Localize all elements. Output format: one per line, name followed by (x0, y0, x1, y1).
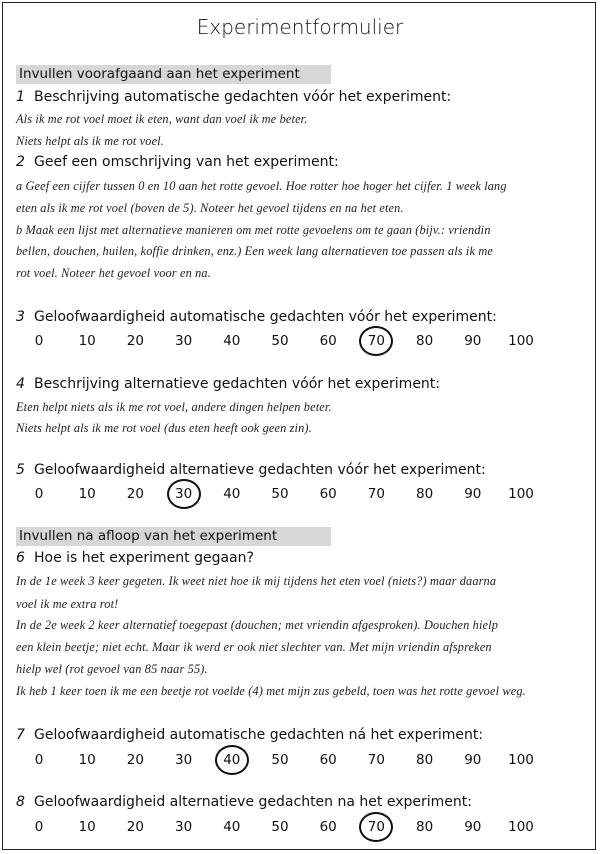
question-label: Geloofwaardigheid automatische gedachten vóór het experiment: (34, 309, 497, 325)
circled-answer-mark (359, 326, 393, 356)
question-8 (16, 794, 472, 810)
scale-value-100: 100 (508, 333, 534, 349)
scale-value-50: 50 (271, 819, 289, 835)
scale-value-50: 50 (271, 486, 289, 502)
scale-value-10: 10 (78, 752, 96, 768)
scale-value-40: 40 (223, 486, 241, 502)
scale-value-30: 30 (175, 819, 193, 835)
scale-value-70: 70 (367, 819, 385, 835)
question-label: Geloofwaardigheid alternatieve gedachten vóór het experiment: (34, 462, 486, 478)
question-number: 5 (16, 462, 25, 478)
scale-value-20: 20 (126, 752, 144, 768)
scale-value-100: 100 (508, 486, 534, 502)
rating-scale-q5 (34, 486, 557, 504)
scale-value-90: 90 (464, 333, 482, 349)
scale-value-0: 0 (34, 752, 44, 768)
question-number: 1 (16, 89, 25, 105)
answer-line: Niets helpt als ik me rot voel. (16, 134, 164, 148)
scale-value-40: 40 (223, 819, 241, 835)
scale-value-20: 20 (126, 333, 144, 349)
answer-line: b Maak een lijst met alternatieve manieren om met rotte gevoelens om te gaan (bijv.: vriendin (16, 223, 491, 237)
scale-value-80: 80 (416, 819, 434, 835)
scale-value-90: 90 (464, 486, 482, 502)
scale-value-60: 60 (319, 752, 337, 768)
question-number: 8 (16, 794, 25, 810)
rating-scale-q8 (34, 819, 557, 837)
scale-value-10: 10 (78, 333, 96, 349)
answer-line: Als ik me rot voel moet ik eten, want dan voel ik me beter. (16, 112, 308, 126)
question-number: 3 (16, 309, 25, 325)
answer-line: rot voel. Noteer het gevoel voor en na. (16, 266, 211, 280)
scale-value-20: 20 (126, 486, 144, 502)
question-label: Geloofwaardigheid alternatieve gedachten na het experiment: (34, 794, 472, 810)
scale-value-0: 0 (34, 819, 44, 835)
question-label: Geloofwaardigheid automatische gedachten ná het experiment: (34, 727, 484, 743)
scale-value-10: 10 (78, 486, 96, 502)
circled-answer-mark (359, 812, 393, 842)
answer-line: Niets helpt als ik me rot voel (dus eten heeft ook geen zin). (16, 421, 312, 435)
scale-value-30: 30 (175, 333, 193, 349)
scale-value-80: 80 (416, 486, 434, 502)
question-label: Geef een omschrijving van het experiment: (34, 154, 339, 170)
scale-value-90: 90 (464, 819, 482, 835)
answer-line: een klein beetje; niet echt. Maar ik werd er ook niet slechter van. Met mijn vriendin afspreken (16, 640, 492, 654)
scale-value-60: 60 (319, 333, 337, 349)
question-label: Beschrijving automatische gedachten vóór het experiment: (34, 89, 452, 105)
question-number: 7 (16, 727, 25, 743)
page-title: Experimentformulier (196, 15, 404, 39)
question-3 (16, 309, 497, 325)
scale-value-0: 0 (34, 333, 44, 349)
circled-answer-mark (167, 479, 201, 509)
scale-value-100: 100 (508, 752, 534, 768)
section-header-before: Invullen voorafgaand aan het experiment (16, 65, 331, 84)
scale-value-60: 60 (319, 819, 337, 835)
rating-scale-q7 (34, 752, 557, 770)
answer-line: In de 1e week 3 keer gegeten. Ik weet niet hoe ik mij tijdens het eten voel (niets?) maar daarna (16, 574, 497, 588)
question-label: Beschrijving alternatieve gedachten vóór het experiment: (34, 376, 441, 392)
scale-value-70: 70 (367, 752, 385, 768)
scale-value-50: 50 (271, 333, 289, 349)
circled-answer-mark (215, 745, 249, 775)
rating-scale-q3 (34, 333, 557, 351)
answer-line: voel ik me extra rot! (16, 597, 119, 611)
scale-value-70: 70 (367, 333, 385, 349)
answer-line: eten als ik me rot voel (boven de 5). Noteer het gevoel tijdens en na het eten. (16, 201, 404, 215)
scale-value-100: 100 (508, 819, 534, 835)
question-4 (16, 376, 440, 392)
scale-value-0: 0 (34, 486, 44, 502)
question-number: 2 (16, 154, 25, 170)
section-header-after: Invullen na afloop van het experiment (16, 527, 331, 546)
answer-line: a Geef een cijfer tussen 0 en 10 aan het rotte gevoel. Hoe rotter hoe hoger het cijfer. 1 week lang (16, 179, 507, 193)
question-7 (16, 727, 483, 743)
scale-value-90: 90 (464, 752, 482, 768)
question-1 (16, 89, 451, 105)
scale-value-20: 20 (126, 819, 144, 835)
scale-value-50: 50 (271, 752, 289, 768)
question-6 (16, 550, 254, 566)
scale-value-30: 30 (175, 486, 193, 502)
question-5 (16, 462, 486, 478)
form-page (2, 2, 596, 850)
answer-line: bellen, douchen, huilen, koffie drinken, enz.) Een week lang alternatieven toe passen als ik me (16, 244, 493, 258)
question-label: Hoe is het experiment gegaan? (34, 550, 254, 566)
scale-value-60: 60 (319, 486, 337, 502)
scale-value-30: 30 (175, 752, 193, 768)
answer-line: hielp wel (rot gevoel van 85 naar 55). (16, 662, 208, 676)
scale-value-40: 40 (223, 333, 241, 349)
scale-value-10: 10 (78, 819, 96, 835)
answer-line: In de 2e week 2 keer alternatief toegepast (douchen; met vriendin afgesproken). Douchen hielp (16, 618, 498, 632)
question-2 (16, 154, 339, 170)
answer-line: Ik heb 1 keer toen ik me een beetje rot voelde (4) met mijn zus gebeld, toen was het rotte gevoel weg. (16, 684, 526, 698)
scale-value-80: 80 (416, 333, 434, 349)
answer-line: Eten helpt niets als ik me rot voel, andere dingen helpen beter. (16, 400, 332, 414)
scale-value-80: 80 (416, 752, 434, 768)
question-number: 6 (16, 550, 25, 566)
scale-value-40: 40 (223, 752, 241, 768)
scale-value-70: 70 (367, 486, 385, 502)
question-number: 4 (16, 376, 25, 392)
